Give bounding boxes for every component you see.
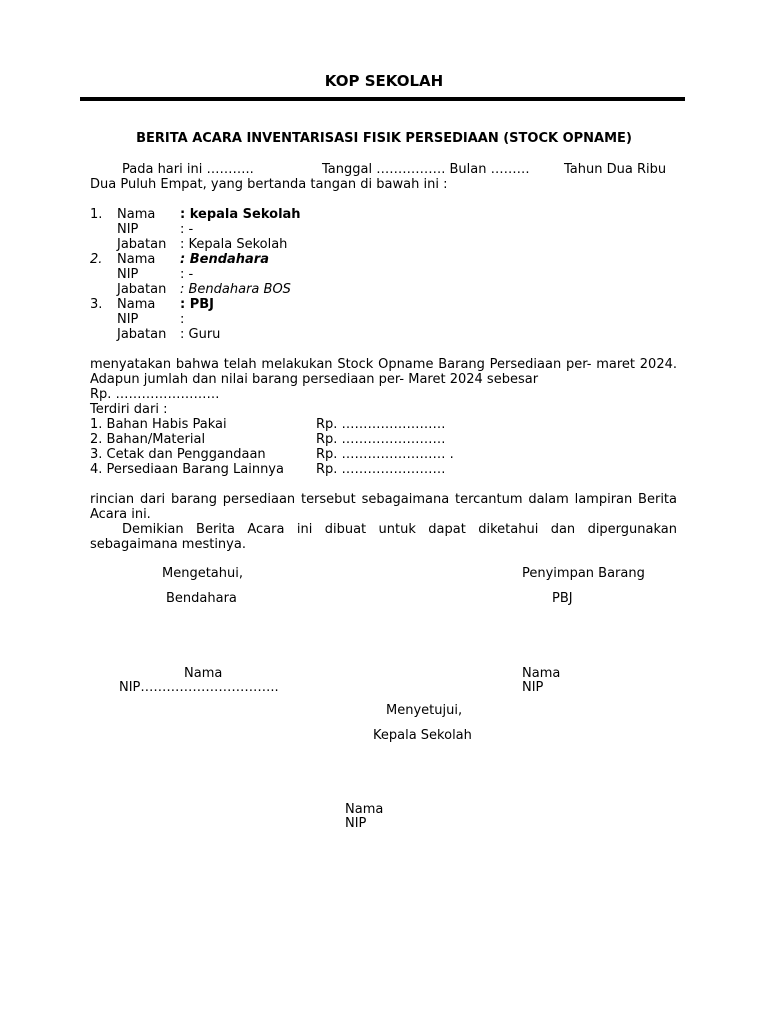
right-signature-heading: Penyimpan Barang <box>522 566 645 581</box>
signatory-1-number: 1. <box>90 207 103 222</box>
signatory-3-jabatan-label: Jabatan <box>117 327 167 342</box>
kop-sekolah: KOP SEKOLAH <box>324 72 444 90</box>
signatory-2-jabatan-label: Jabatan <box>117 282 167 297</box>
right-signature-role: PBJ <box>552 591 573 606</box>
left-signature-heading: Mengetahui, <box>162 566 243 581</box>
terdiri-dari-label: Terdiri dari : <box>90 402 168 417</box>
header-divider <box>80 97 685 101</box>
opening-tanggal: Tanggal ……………. Bulan ……… <box>322 162 530 177</box>
opening-hari: Pada hari ini ……….. <box>122 162 254 177</box>
item-3-label: 3. Cetak dan Penggandaan <box>90 447 266 462</box>
item-4-value: Rp. …………………… <box>316 462 446 477</box>
left-signature-name: Nama <box>184 666 223 681</box>
right-signature-name: Nama <box>522 666 561 681</box>
document-title: BERITA ACARA INVENTARISASI FISIK PERSEDIAAN (STOCK OPNAME) <box>136 131 632 146</box>
signatory-1-nip-label: NIP <box>117 222 139 237</box>
signatory-3-nip-label: NIP <box>117 312 139 327</box>
demikian-paragraph: Demikian Berita Acara ini dibuat untuk dapat diketahui dan dipergunakan sebagaimana mestinya. <box>90 522 677 552</box>
opening-line2: Dua Puluh Empat, yang bertanda tangan di bawah ini : <box>90 177 448 192</box>
left-signature-nip: NIP………………………….. <box>119 680 279 695</box>
item-2-label: 2. Bahan/Material <box>90 432 206 447</box>
item-3-value: Rp. …………………… . <box>316 447 454 462</box>
signatory-1-jabatan-value: : Kepala Sekolah <box>180 237 288 252</box>
signatory-3-nama-value: : PBJ <box>180 297 214 312</box>
right-signature-nip: NIP <box>522 680 544 695</box>
left-signature-role: Bendahara <box>166 591 237 606</box>
signatory-2-number: 2. <box>90 252 103 267</box>
statement-amount: Rp. …………………… <box>90 387 220 402</box>
center-signature-heading: Menyetujui, <box>386 703 463 718</box>
item-1-value: Rp. …………………… <box>316 417 446 432</box>
signatory-3-nip-value: : <box>180 312 185 327</box>
signatory-2-jabatan-value: : Bendahara BOS <box>180 282 291 297</box>
center-signature-nip: NIP <box>345 816 367 831</box>
item-4-label: 4. Persediaan Barang Lainnya <box>90 462 284 477</box>
signatory-1-nama-label: Nama <box>117 207 156 222</box>
signatory-3-jabatan-value: : Guru <box>180 327 221 342</box>
center-signature-name: Nama <box>345 802 384 817</box>
signatory-1-nama-value: : kepala Sekolah <box>180 207 301 222</box>
signatory-2-nama-value: : Bendahara <box>180 252 269 267</box>
signatory-2-nama-label: Nama <box>117 252 156 267</box>
signatory-3-nama-label: Nama <box>117 297 156 312</box>
signatory-1-jabatan-label: Jabatan <box>117 237 167 252</box>
signatory-3-number: 3. <box>90 297 103 312</box>
item-2-value: Rp. …………………… <box>316 432 446 447</box>
rincian-paragraph: rincian dari barang persediaan tersebut sebagaimana tercantum dalam lampiran Berita Acara ini. <box>90 492 677 522</box>
opening-tahun: Tahun Dua Ribu <box>564 162 667 177</box>
item-1-label: 1. Bahan Habis Pakai <box>90 417 227 432</box>
center-signature-role: Kepala Sekolah <box>373 728 472 743</box>
signatory-1-nip-value: : - <box>180 222 194 237</box>
signatory-2-nip-label: NIP <box>117 267 139 282</box>
statement-paragraph: menyatakan bahwa telah melakukan Stock Opname Barang Persediaan per- maret 2024. Adapun jumlah dan nilai barang persediaan per- Maret 2024 sebesar <box>90 357 677 387</box>
signatory-2-nip-value: : - <box>180 267 194 282</box>
